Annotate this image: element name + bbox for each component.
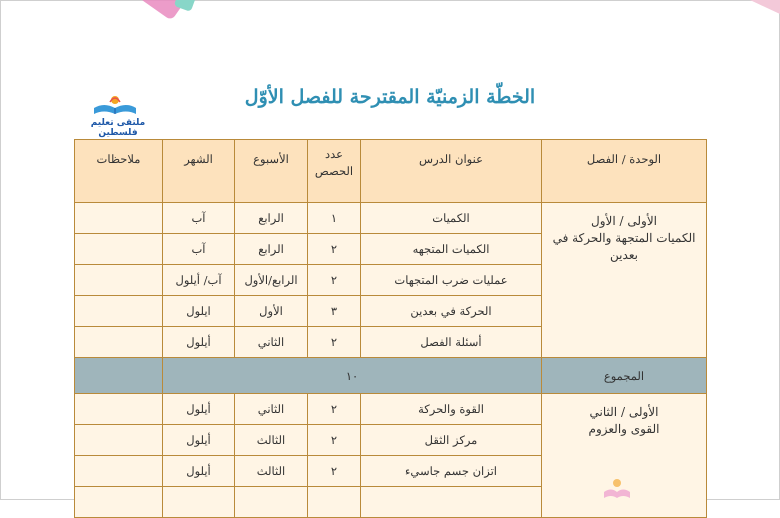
month-cell: أيلول — [163, 394, 235, 425]
lesson-cell: الكميات — [361, 203, 542, 234]
header-unit: الوحدة / الفصل — [542, 140, 707, 203]
periods-cell: ٣ — [308, 296, 361, 327]
header-month: الشهر — [163, 140, 235, 203]
notes-cell — [75, 203, 163, 234]
total-label: المجموع — [542, 358, 707, 394]
notes-cell — [75, 487, 163, 518]
logo — [70, 84, 170, 136]
notes-cell — [75, 456, 163, 487]
week-cell: الثاني — [235, 327, 308, 358]
month-cell: أيلول — [163, 327, 235, 358]
week-cell: الرابع — [235, 234, 308, 265]
week-cell: الثاني — [235, 394, 308, 425]
notes-cell — [75, 327, 163, 358]
month-cell: أيلول — [163, 456, 235, 487]
periods-cell: ٢ — [308, 265, 361, 296]
periods-cell — [308, 487, 361, 518]
notes-cell — [75, 234, 163, 265]
periods-cell: ٢ — [308, 327, 361, 358]
total-row — [75, 358, 707, 394]
header-lesson: عنوان الدرس — [361, 140, 542, 203]
periods-cell: ٢ — [308, 394, 361, 425]
header-periods-line1: عدد — [324, 147, 344, 161]
periods-cell: ١ — [308, 203, 361, 234]
periods-cell: ٢ — [308, 456, 361, 487]
month-cell: أيلول — [163, 425, 235, 456]
lesson-cell: مركز الثقل — [361, 425, 542, 456]
month-cell: آب — [163, 203, 235, 234]
lesson-cell: عمليات ضرب المتجهات — [361, 265, 542, 296]
table-row — [75, 394, 707, 425]
header-periods-line2: الحصص — [314, 164, 354, 178]
month-cell: آب — [163, 234, 235, 265]
total-notes-cell — [75, 358, 163, 394]
table-row — [75, 203, 707, 234]
header-row — [75, 140, 707, 203]
week-cell: الأول — [235, 296, 308, 327]
week-cell — [235, 487, 308, 518]
decorative-corner — [750, 0, 780, 14]
month-cell: ايلول — [163, 296, 235, 327]
header-periods — [308, 140, 361, 203]
notes-cell — [75, 425, 163, 456]
unit-title-cont: بعدين — [610, 248, 638, 262]
notes-cell — [75, 265, 163, 296]
week-cell: الرابع/الأول — [235, 265, 308, 296]
notes-cell — [75, 296, 163, 327]
month-cell — [163, 487, 235, 518]
lesson-cell: أسئلة الفصل — [361, 327, 542, 358]
lesson-cell: اتزان جسم جاسيء — [361, 456, 542, 487]
lesson-cell: القوة والحركة — [361, 394, 542, 425]
unit-name: الأولى / الأول — [591, 214, 657, 228]
total-value: ١٠ — [163, 358, 542, 394]
book-icon — [92, 94, 138, 116]
watermark-logo-icon — [600, 474, 634, 500]
lesson-cell — [361, 487, 542, 518]
plan-table — [74, 139, 707, 518]
periods-cell: ٢ — [308, 425, 361, 456]
header-notes: ملاحظات — [75, 140, 163, 203]
unit-cell — [542, 203, 707, 358]
month-cell: آب/ أيلول — [163, 265, 235, 296]
plan-table-container — [74, 139, 706, 518]
lesson-cell: الكميات المتجهه — [361, 234, 542, 265]
unit-title: الكميات المتجهة والحركة في — [552, 231, 696, 245]
periods-cell: ٢ — [308, 234, 361, 265]
unit-title: القوى والعزوم — [588, 422, 660, 436]
notes-cell — [75, 394, 163, 425]
page-title: الخطّة الزمنيّة المقترحة للفصل الأوّل — [244, 86, 536, 108]
header-week: الأسبوع — [235, 140, 308, 203]
week-cell: الثالث — [235, 425, 308, 456]
logo-text: ملتقى تعليم فلسطين — [90, 118, 146, 138]
unit-name: الأولى / الثاني — [589, 405, 659, 419]
week-cell: الرابع — [235, 203, 308, 234]
lesson-cell: الحركة في بعدين — [361, 296, 542, 327]
week-cell: الثالث — [235, 456, 308, 487]
